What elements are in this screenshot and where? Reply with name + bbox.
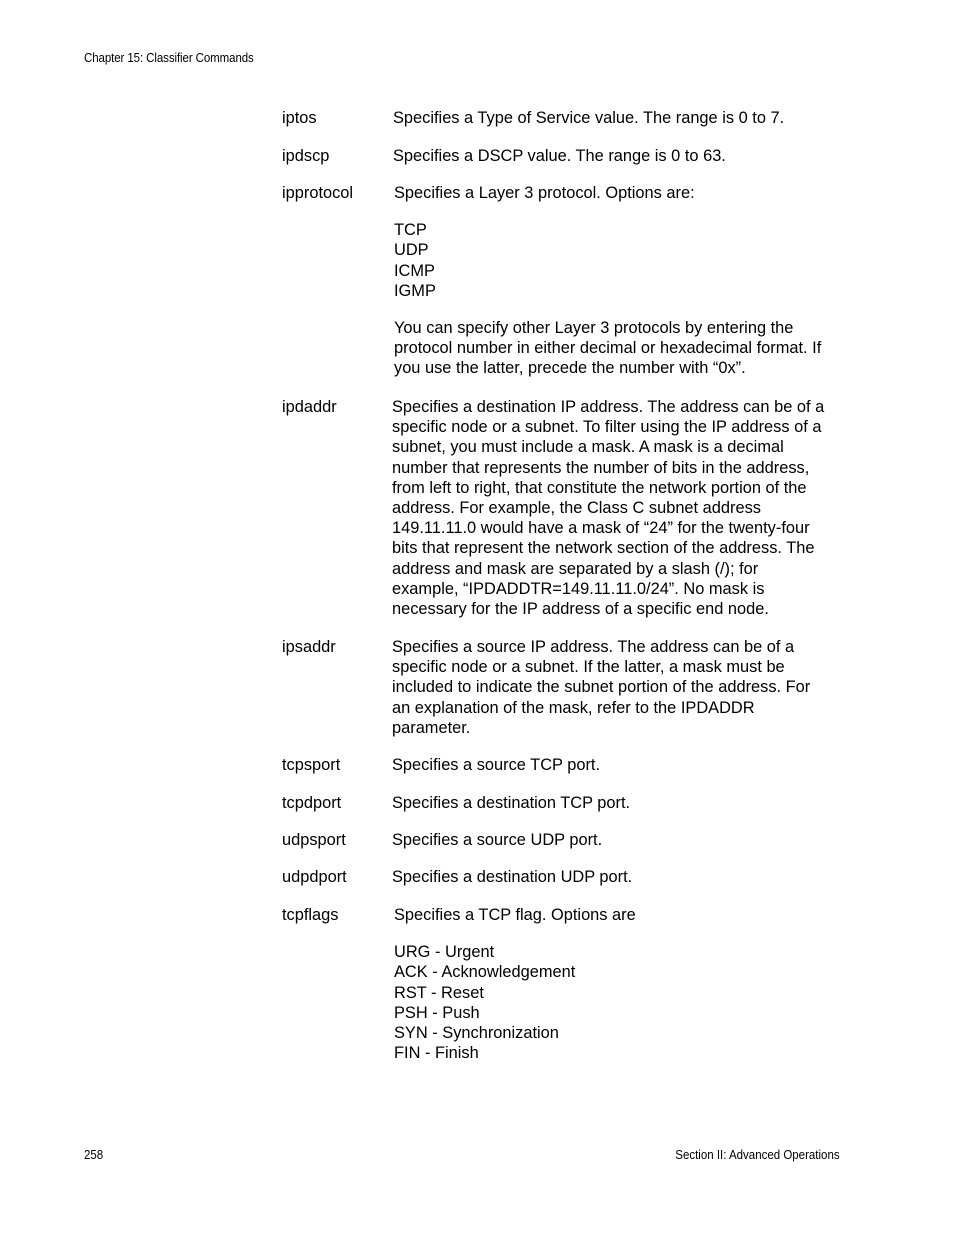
list-item: PSH - Push [394,1003,480,1022]
param-term: iptos [282,109,317,127]
param-term: ipsaddr [282,638,336,656]
param-description: Specifies a source UDP port. [392,831,603,849]
param-description: Specifies a Layer 3 protocol. Options are: [394,184,695,202]
desc-line: subnet, you must include a mask. A mask is a decimal [392,438,784,457]
list-item: URG - Urgent [394,943,495,962]
desc-line: number that represents the number of bits in the address, [392,458,810,477]
running-footer: Section II: Advanced Operations [675,1148,840,1162]
param-description [392,397,847,619]
param-term: tcpsport [282,756,341,774]
list-item: SYN - Synchronization [394,1024,559,1043]
desc-line: specific node or a subnet. To filter using the IP address of a [392,418,822,437]
note-line: you use the latter, precede the number with “0x”. [394,359,746,378]
param-note [394,318,849,379]
desc-line: included to indicate the subnet portion of the address. For [392,678,811,697]
list-item: ICMP [394,261,435,280]
param-description-block [394,183,849,379]
note-line: protocol number in either decimal or hexadecimal format. If [394,339,822,358]
option-list [394,220,849,301]
desc-line: Specifies a source IP address. The address can be of a [392,638,795,656]
param-term: ipprotocol [282,184,354,202]
param-description: Specifies a source TCP port. [392,756,601,774]
desc-line: necessary for the IP address of a specific end node. [392,600,769,619]
page-number: 258 [84,1148,104,1162]
note-line: You can specify other Layer 3 protocols by entering the [394,319,794,338]
list-item: RST - Reset [394,983,484,1002]
param-description-block [394,905,849,1063]
param-description: Specifies a destination TCP port. [392,794,631,812]
list-item: UDP [394,241,429,260]
list-item: IGMP [394,281,436,300]
desc-line: 149.11.11.0 would have a mask of “24” for the twenty-four [392,519,810,538]
param-description: Specifies a TCP flag. Options are [394,906,636,924]
list-item: TCP [394,221,427,240]
param-term: udpdport [282,868,347,886]
running-header: Chapter 15: Classifier Commands [84,51,254,65]
list-item: FIN - Finish [394,1044,479,1063]
desc-line: an explanation of the mask, refer to the IPDADDR [392,698,755,717]
param-description: Specifies a destination UDP port. [392,868,633,886]
list-item: ACK - Acknowledgement [394,963,576,982]
desc-line: Specifies a destination IP address. The address can be of a [392,398,825,416]
param-description [392,637,847,738]
desc-line: address. For example, the Class C subnet address [392,499,761,518]
desc-line: address and mask are separated by a slash (/); for [392,559,759,578]
desc-line: from left to right, that constitute the network portion of the [392,478,807,497]
desc-line: parameter. [392,718,471,737]
option-list [394,942,849,1063]
param-term: udpsport [282,831,346,849]
desc-line: bits that represent the network section of the address. The [392,539,815,558]
desc-line: example, “IPDADDTR=149.11.11.0/24”. No mask is [392,579,765,598]
desc-line: specific node or a subnet. If the latter, a mask must be [392,658,785,677]
param-term: tcpflags [282,906,339,924]
param-description: Specifies a Type of Service value. The range is 0 to 7. [393,109,785,127]
param-term: ipdscp [282,147,330,165]
param-term: ipdaddr [282,398,337,416]
param-term: tcpdport [282,794,342,812]
param-description: Specifies a DSCP value. The range is 0 to 63. [393,147,726,165]
